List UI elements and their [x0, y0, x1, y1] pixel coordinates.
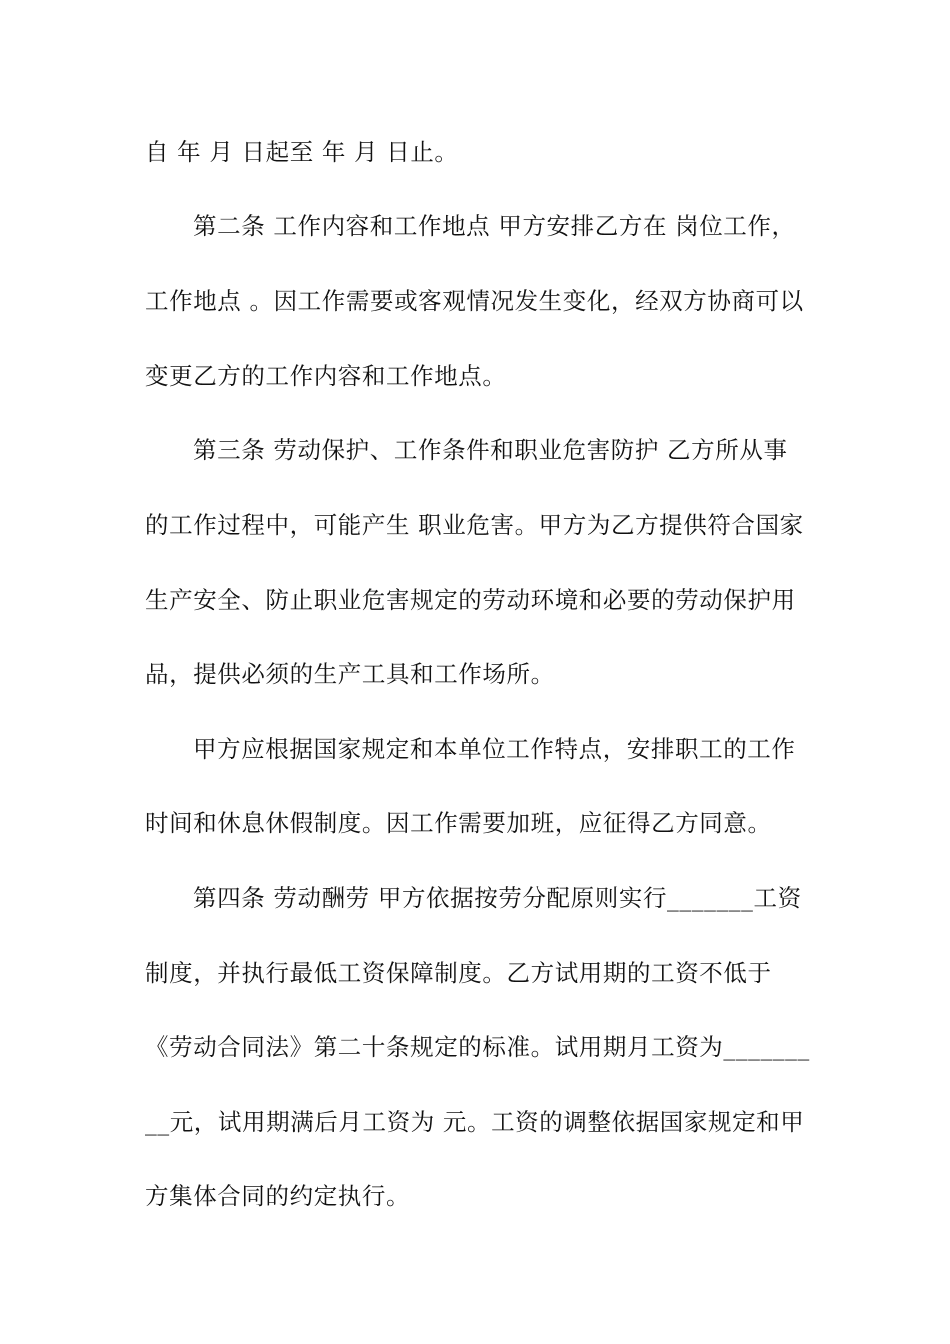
text-line: 第二条 工作内容和工作地点 甲方安排乙方在 岗位工作，	[193, 212, 796, 240]
text-line: 甲方应根据国家规定和本单位工作特点，安排职工的工作	[193, 735, 796, 763]
text-line: 方集体合同的约定执行。	[145, 1182, 411, 1210]
text-line: 变更乙方的工作内容和工作地点。	[145, 362, 507, 390]
text-line: 生产安全、防止职业危害规定的劳动环境和必要的劳动保护用	[145, 586, 796, 614]
text-line: 工作地点 。因工作需要或客观情况发生变化，经双方协商可以	[145, 287, 804, 315]
text-line: 第四条 劳动酬劳 甲方依据按劳分配原则实行_______工资	[193, 884, 802, 912]
text-line: 品，提供必须的生产工具和工作场所。	[145, 660, 555, 688]
text-line: 制度，并执行最低工资保障制度。乙方试用期的工资不低于	[145, 959, 772, 987]
text-line: __元，试用期满后月工资为 元。工资的调整依据国家规定和甲	[145, 1108, 805, 1136]
text-line: 时间和休息休假制度。因工作需要加班，应征得乙方同意。	[145, 809, 772, 837]
text-line: 第三条 劳动保护、工作条件和职业危害防护 乙方所从事	[193, 436, 788, 464]
text-line: 《劳动合同法》第二十条规定的标准。试用期月工资为_______	[145, 1033, 810, 1061]
text-line: 的工作过程中，可能产生 职业危害。甲方为乙方提供符合国家	[145, 511, 804, 539]
text-line: 自 年 月 日起至 年 月 日止。	[145, 138, 459, 166]
